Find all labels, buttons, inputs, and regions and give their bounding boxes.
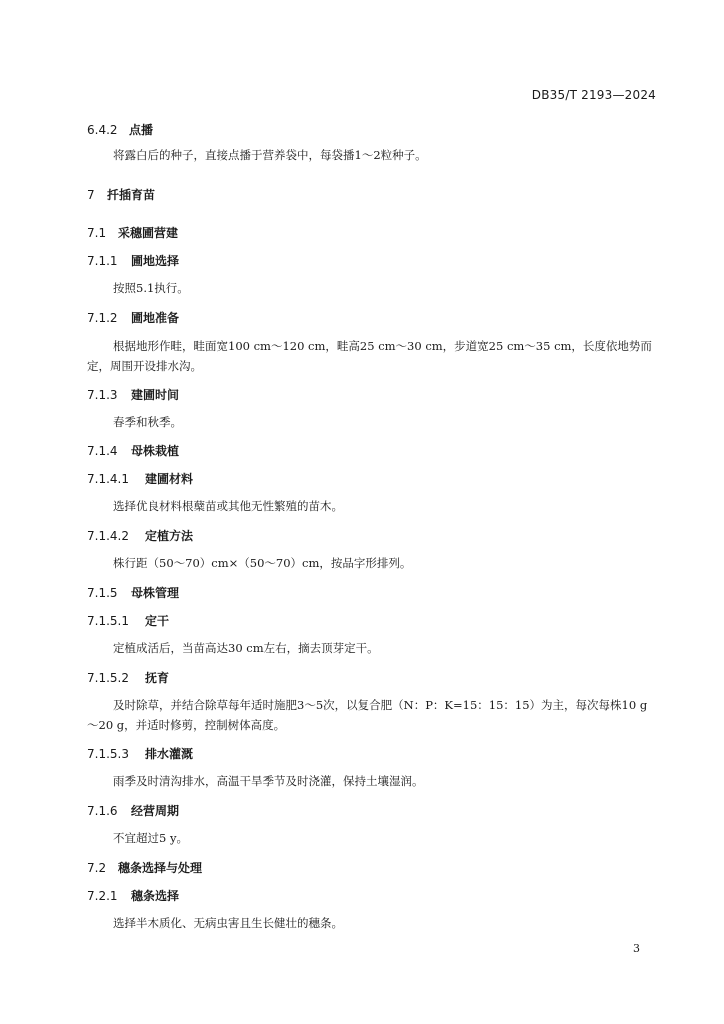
section-title: 母株管理 — [131, 586, 180, 600]
section-heading-7-1-5-1 — [87, 612, 169, 629]
section-title: 定植方法 — [145, 529, 194, 543]
section-number: 7.1.5.2 — [87, 671, 129, 685]
section-heading-7-1-2 — [87, 309, 179, 326]
section-number: 7.2 — [87, 861, 107, 875]
section-heading-7-1-4-1 — [87, 470, 193, 487]
section-title: 经营周期 — [131, 804, 180, 818]
paragraph: 根据地形作畦，畦面宽100 cm～120 cm，畦高25 cm～30 cm，步道宽25 cm～35 cm，长度依地势而定，周围开设排水沟。 — [87, 339, 652, 373]
section-title: 母株栽植 — [131, 444, 180, 458]
section-number: 7 — [87, 188, 95, 202]
section-number: 7.1.6 — [87, 804, 118, 818]
section-title: 建圃时间 — [131, 388, 180, 402]
document-code: DB35/T 2193—2024 — [531, 88, 656, 102]
section-heading-7-1-5-3 — [87, 745, 193, 762]
paragraph: 选择半木质化、无病虫害且生长健壮的穗条。 — [113, 916, 343, 930]
paragraph: 雨季及时清沟排水，高温干旱季节及时浇灌，保持土壤湿润。 — [113, 774, 424, 788]
section-title: 采穗圃营建 — [118, 226, 179, 240]
section-title: 建圃材料 — [145, 472, 194, 486]
paragraph: 不宜超过5 y。 — [113, 831, 188, 845]
paragraph: 定植成活后，当苗高达30 cm左右，摘去顶芽定干。 — [113, 641, 379, 655]
section-number: 7.1.5 — [87, 586, 118, 600]
paragraph: 及时除草，并结合除草每年适时施肥3～5次，以复合肥（N：P：K=15：15：15）为主，每次每株10 g～20 g，并适时修剪，控制树体高度。 — [87, 698, 648, 732]
section-heading-7-1-5-2 — [87, 669, 169, 686]
section-number: 6.4.2 — [87, 123, 118, 137]
section-title: 穗条选择与处理 — [118, 861, 203, 875]
section-number: 7.1.2 — [87, 311, 118, 325]
section-title: 扦插育苗 — [107, 188, 156, 202]
section-title: 圃地选择 — [131, 254, 180, 268]
section-number: 7.1.5.1 — [87, 614, 129, 628]
page-number: 3 — [633, 942, 640, 955]
section-number: 7.1.4.2 — [87, 529, 129, 543]
section-number: 7.1.4 — [87, 444, 118, 458]
paragraph: 将露白后的种子，直接点播于营养袋中，每袋播1～2粒种子。 — [113, 148, 427, 162]
section-heading-7-1-3 — [87, 386, 179, 403]
section-heading-7-2 — [87, 859, 202, 876]
paragraph: 选择优良材料根蘖苗或其他无性繁殖的苗木。 — [113, 499, 343, 513]
section-title: 圃地准备 — [131, 311, 180, 325]
section-title: 点播 — [129, 123, 154, 137]
section-number: 7.1.1 — [87, 254, 118, 268]
section-number: 7.1.4.1 — [87, 472, 129, 486]
paragraph: 春季和秋季。 — [113, 415, 182, 429]
section-title: 排水灌溉 — [145, 747, 194, 761]
section-heading-7-2-1 — [87, 887, 179, 904]
section-number: 7.1.5.3 — [87, 747, 129, 761]
section-heading-7 — [87, 186, 155, 203]
paragraph: 按照5.1执行。 — [113, 281, 189, 295]
section-heading-6-4-2 — [87, 121, 153, 138]
section-heading-7-1-5 — [87, 584, 179, 601]
section-heading-7-1-1 — [87, 252, 179, 269]
section-heading-7-1-4-2 — [87, 527, 193, 544]
section-title: 定干 — [145, 614, 170, 628]
section-number: 7.1 — [87, 226, 107, 240]
section-title: 穗条选择 — [131, 889, 180, 903]
section-heading-7-1-4 — [87, 442, 179, 459]
section-number: 7.2.1 — [87, 889, 118, 903]
section-title: 抚育 — [145, 671, 170, 685]
section-heading-7-1 — [87, 224, 178, 241]
section-number: 7.1.3 — [87, 388, 118, 402]
section-heading-7-1-6 — [87, 802, 179, 819]
paragraph: 株行距（50～70）cm×（50～70）cm，按品字形排列。 — [113, 556, 412, 570]
